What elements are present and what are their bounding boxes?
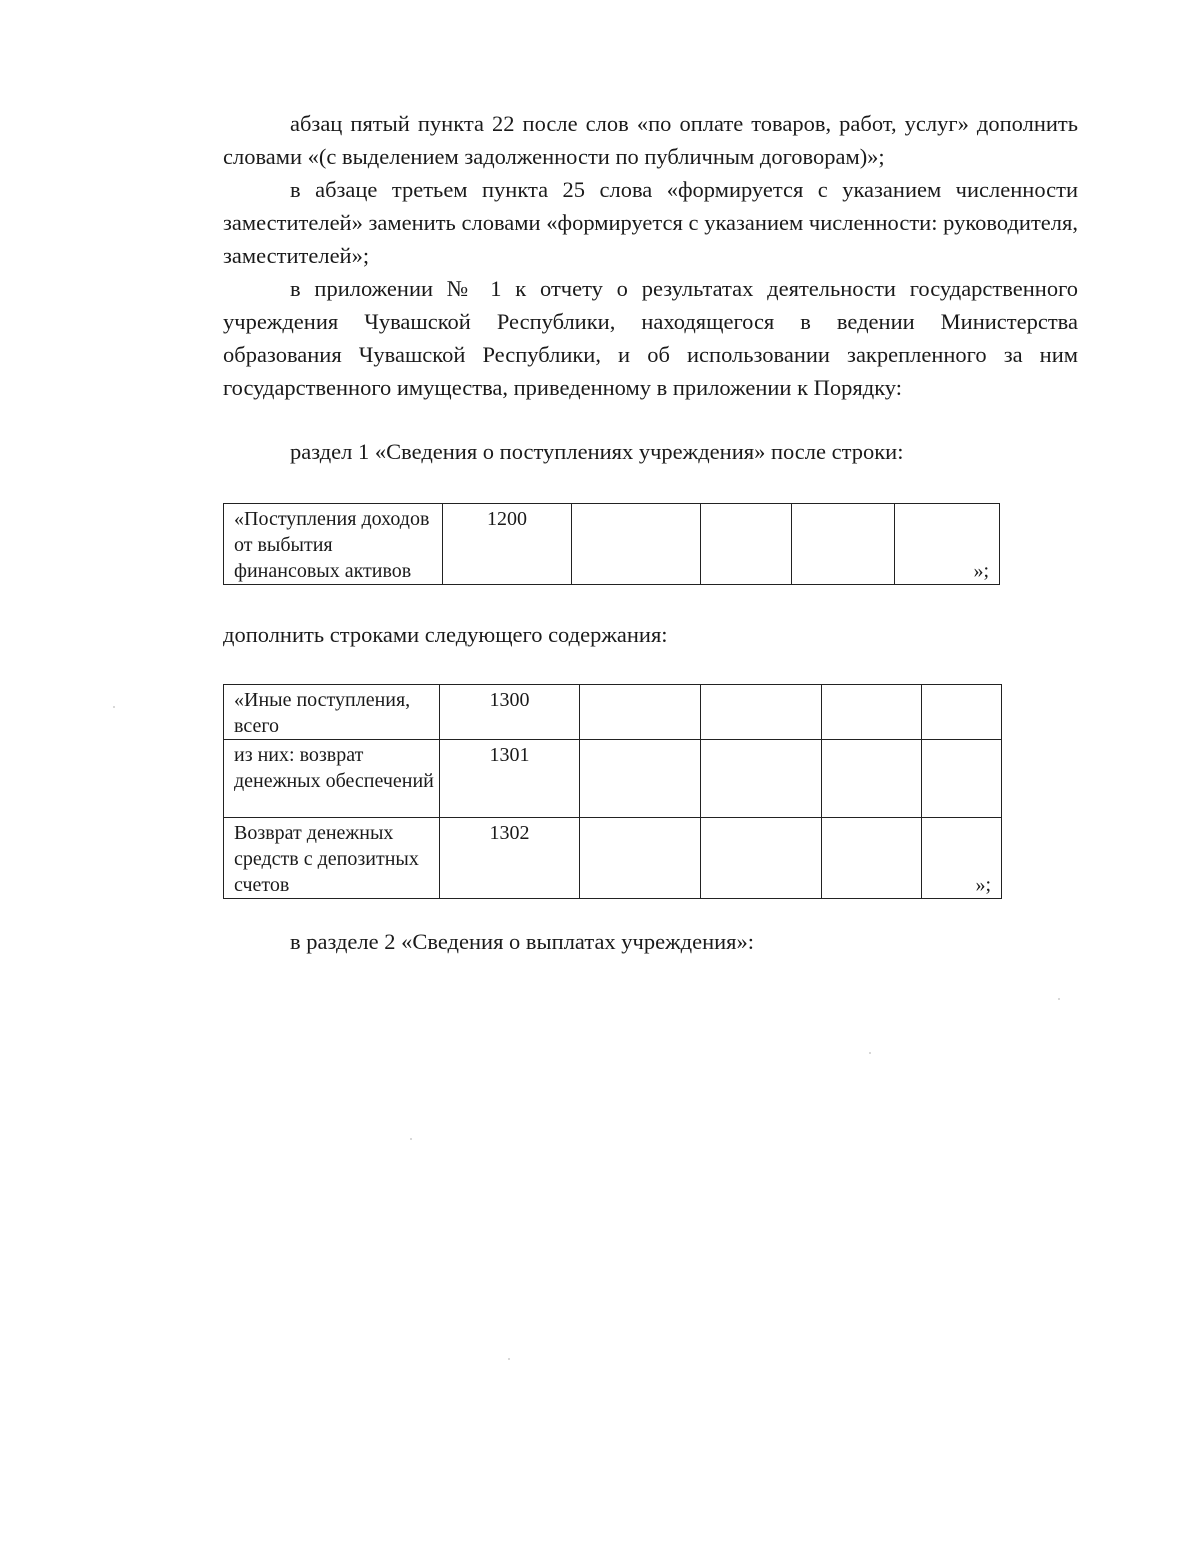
paragraph-amend-22: абзац пятый пункта 22 после слов «по оплате товаров, работ, услуг» дополнить словами «(с выделением задолженности по публичным договорам)»;: [223, 111, 1078, 169]
table-row: [224, 818, 1002, 899]
row-code-cell: 1301: [440, 740, 580, 818]
paragraph-appendix-1: в приложении № 1 к отчету о результатах деятельности государственного учреждения Чувашской Республики, находящегося в ведении Министерства образования Чувашской Республики, и об использовании закрепленного за ним государственного имущества, приведенному в приложении к Порядку:: [223, 276, 1078, 400]
scan-speck: [508, 1358, 510, 1360]
closing-quote: »;: [973, 560, 989, 582]
value-cell: [701, 685, 822, 740]
scan-speck: [410, 1138, 412, 1140]
scan-speck: [1058, 998, 1060, 1000]
value-cell: [792, 504, 895, 585]
table-row: [224, 685, 1002, 740]
row-name-cell: «Поступления доходов от выбытия финансовых активов: [224, 504, 443, 585]
table-new-rows: [223, 684, 1002, 899]
value-cell: [572, 504, 701, 585]
row-name-cell: из них: возврат денежных обеспечений: [224, 740, 440, 818]
value-cell: [922, 740, 1002, 818]
table-after-row: [223, 503, 1000, 585]
value-cell: [922, 818, 1002, 899]
paragraph-add-rows: дополнить строками следующего содержания:: [223, 622, 668, 647]
value-cell: [580, 685, 701, 740]
value-cell: [580, 818, 701, 899]
value-cell: [895, 504, 1000, 585]
closing-quote: »;: [975, 874, 991, 896]
value-cell: [701, 818, 822, 899]
row-name-cell: «Иные поступления, всего: [224, 685, 440, 740]
value-cell: [922, 685, 1002, 740]
value-cell: [822, 818, 922, 899]
paragraph-amend-25: в абзаце третьем пункта 25 слова «формируется с указанием численности заместителей» заменить словами «формируется с указанием численности: руководителя, заместителей»;: [223, 177, 1078, 268]
paragraph-section-2: в разделе 2 «Сведения о выплатах учреждения»:: [290, 929, 755, 954]
scan-speck: [113, 706, 115, 708]
table-row: [224, 740, 1002, 818]
row-name-cell: Возврат денежных средств с депозитных счетов: [224, 818, 440, 899]
value-cell: [822, 685, 922, 740]
row-code-cell: 1300: [440, 685, 580, 740]
paragraph-section-1: раздел 1 «Сведения о поступлениях учреждения» после строки:: [290, 439, 904, 464]
value-cell: [701, 504, 792, 585]
value-cell: [580, 740, 701, 818]
value-cell: [822, 740, 922, 818]
row-code-cell: 1302: [440, 818, 580, 899]
scan-speck: [869, 1052, 871, 1054]
value-cell: [701, 740, 822, 818]
row-code-cell: 1200: [443, 504, 572, 585]
table-row: [224, 504, 1000, 585]
